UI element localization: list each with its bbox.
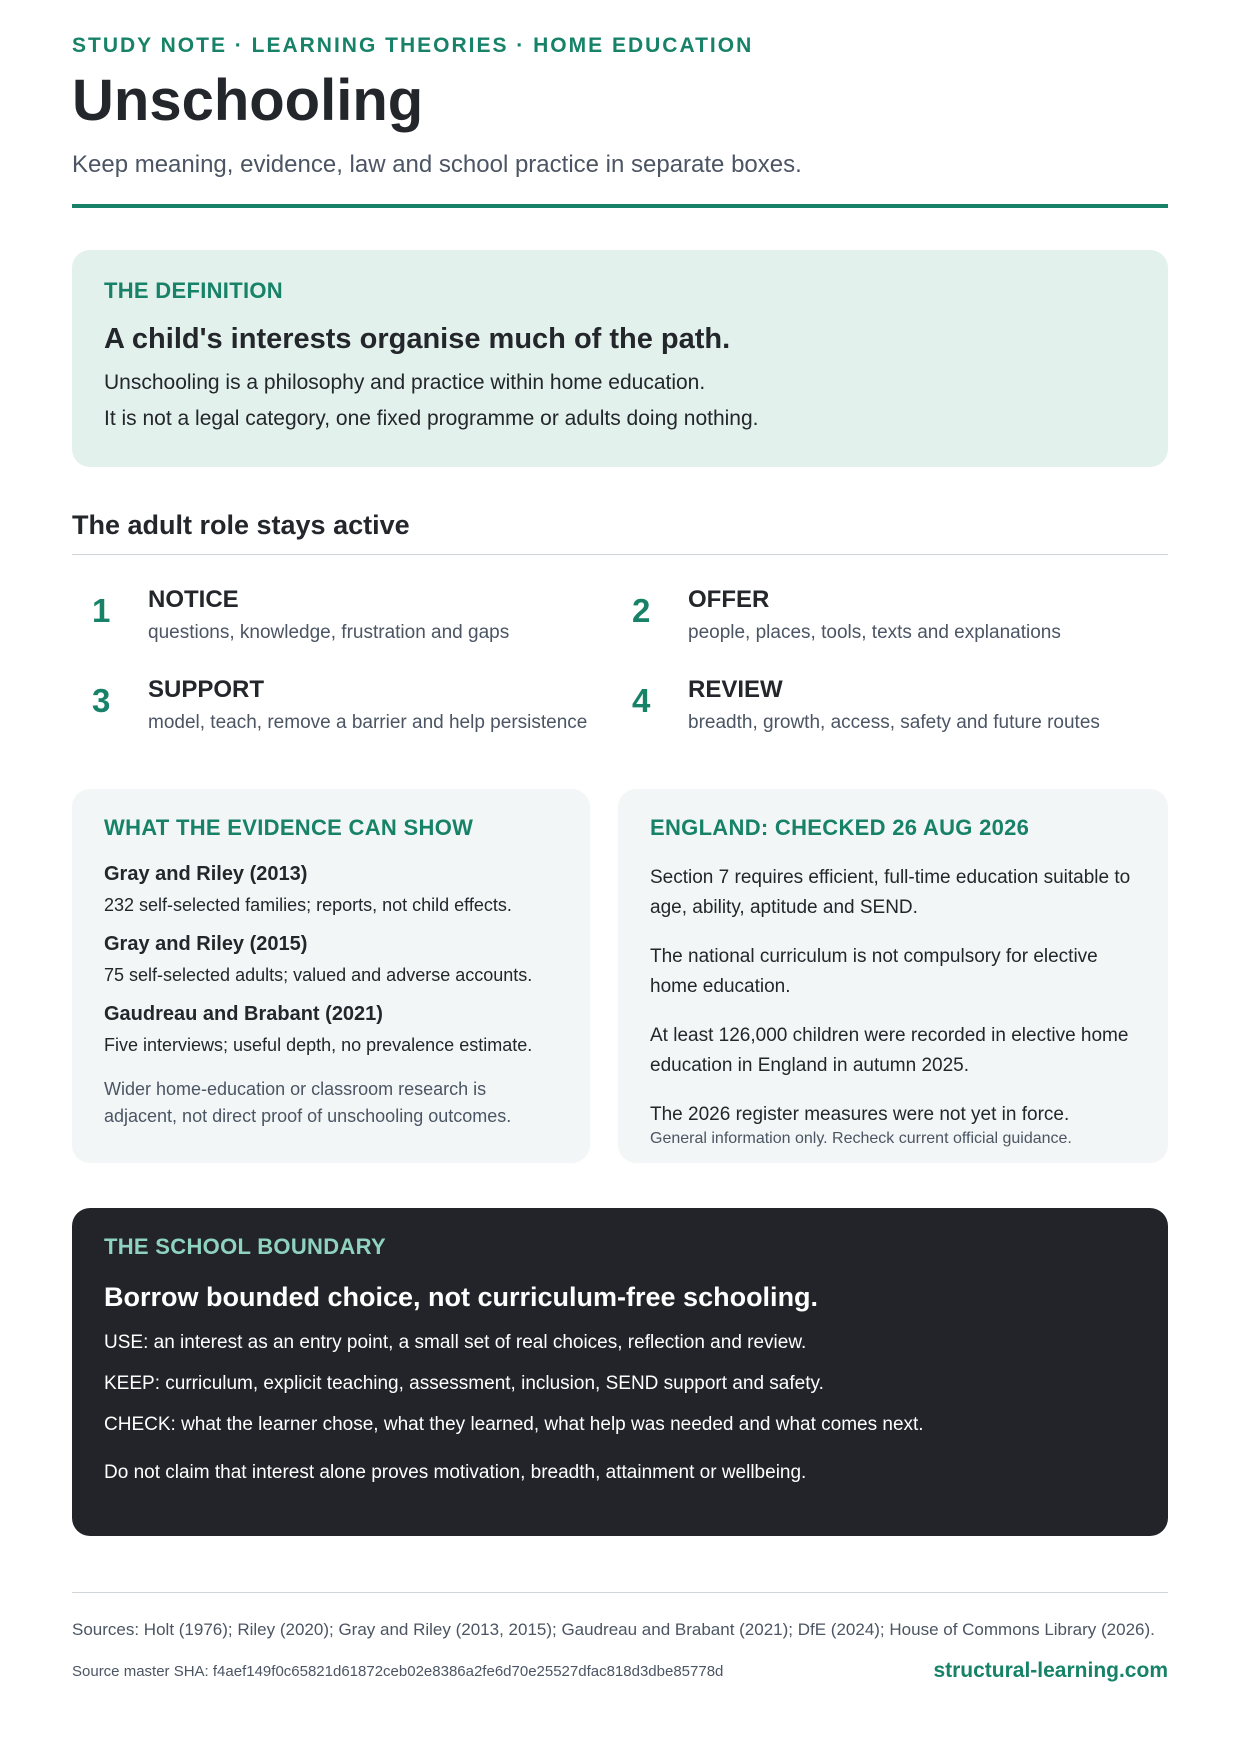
adult-role-divider [72,554,1168,555]
law-paragraph: At least 126,000 children were recorded in elective home education in England in autumn 2025. [650,1025,1129,1076]
evidence-title: Gaudreau and Brabant (2021) [104,1003,383,1025]
evidence-description: 232 self-selected families; reports, not child effects. [104,895,512,915]
page-subtitle: Keep meaning, evidence, law and school practice in separate boxes. [72,151,802,178]
page-title: Unschooling [72,68,424,133]
law-paragraph: Section 7 requires efficient, full-time education suitable to age, ability, aptitude and SEND. [650,867,1131,918]
evidence-title: Gray and Riley (2015) [104,933,308,955]
definition-kicker: THE DEFINITION [104,278,283,303]
header-divider [72,204,1168,208]
boundary-keep-line: KEEP: curriculum, explicit teaching, assessment, inclusion, SEND support and safety. [104,1373,824,1394]
evidence-item [104,933,558,986]
step-number: 4 [632,682,651,719]
definition-headline: A child's interests organise much of the path. [104,323,731,355]
step-number: 1 [92,592,111,629]
evidence-note: Wider home-education or classroom research is adjacent, not direct proof of unschooling outcomes. [104,1079,512,1126]
evidence-panel [72,789,590,1163]
step-number: 3 [92,682,111,719]
england-kicker: ENGLAND: CHECKED 26 AUG 2026 [650,815,1030,840]
definition-line: It is not a legal category, one fixed programme or adults doing nothing. [104,407,759,430]
evidence-item [104,863,558,916]
step-description: questions, knowledge, frustration and gaps [148,622,510,643]
evidence-description: 75 self-selected adults; valued and adverse accounts. [104,965,533,985]
step-title: SUPPORT [148,676,265,703]
boundary-warning: Do not claim that interest alone proves motivation, breadth, attainment or wellbeing. [104,1462,807,1483]
law-disclaimer: General information only. Recheck current official guidance. [650,1130,1072,1147]
law-paragraph: The 2026 register measures were not yet in force. [650,1104,1070,1125]
definition-line: Unschooling is a philosophy and practice within home education. [104,371,706,394]
adult-role-heading: The adult role stays active [72,510,410,540]
england-law-panel [618,789,1168,1163]
evidence-description: Five interviews; useful depth, no prevalence estimate. [104,1035,533,1055]
boundary-check-line: CHECK: what the learner chose, what they learned, what help was needed and what comes next. [104,1414,924,1435]
step-number: 2 [632,592,651,629]
site-link[interactable]: structural-learning.com [933,1659,1168,1682]
boundary-headline: Borrow bounded choice, not curriculum-free schooling. [104,1282,819,1312]
step-title: REVIEW [688,676,783,703]
evidence-kicker: WHAT THE EVIDENCE CAN SHOW [104,815,474,840]
step-description: model, teach, remove a barrier and help persistence [148,712,588,733]
eyebrow: STUDY NOTE · LEARNING THEORIES · HOME EDUCATION [72,34,754,57]
evidence-title: Gray and Riley (2013) [104,863,308,885]
boundary-kicker: THE SCHOOL BOUNDARY [104,1234,386,1259]
step-description: people, places, tools, texts and explanations [688,622,1061,643]
step-title: NOTICE [148,586,239,613]
evidence-item [104,1003,558,1056]
law-paragraph: The national curriculum is not compulsory for elective home education. [650,946,1098,997]
source-sha: Source master SHA: f4aef149f0c65821d61872ceb02e8386a2fe6d70e25527dfac818d3dbe85778d [72,1663,724,1680]
definition-card [72,250,1168,467]
step-title: OFFER [688,586,770,613]
boundary-use-line: USE: an interest as an entry point, a small set of real choices, reflection and review. [104,1332,807,1353]
sources-line: Sources: Holt (1976); Riley (2020); Gray and Riley (2013, 2015); Gaudreau and Brabant (2021); DfE (2024); House of Commons Library (2026). [72,1620,1155,1639]
school-boundary-card [72,1208,1168,1536]
step-description: breadth, growth, access, safety and future routes [688,712,1100,733]
footer-divider [72,1592,1168,1593]
